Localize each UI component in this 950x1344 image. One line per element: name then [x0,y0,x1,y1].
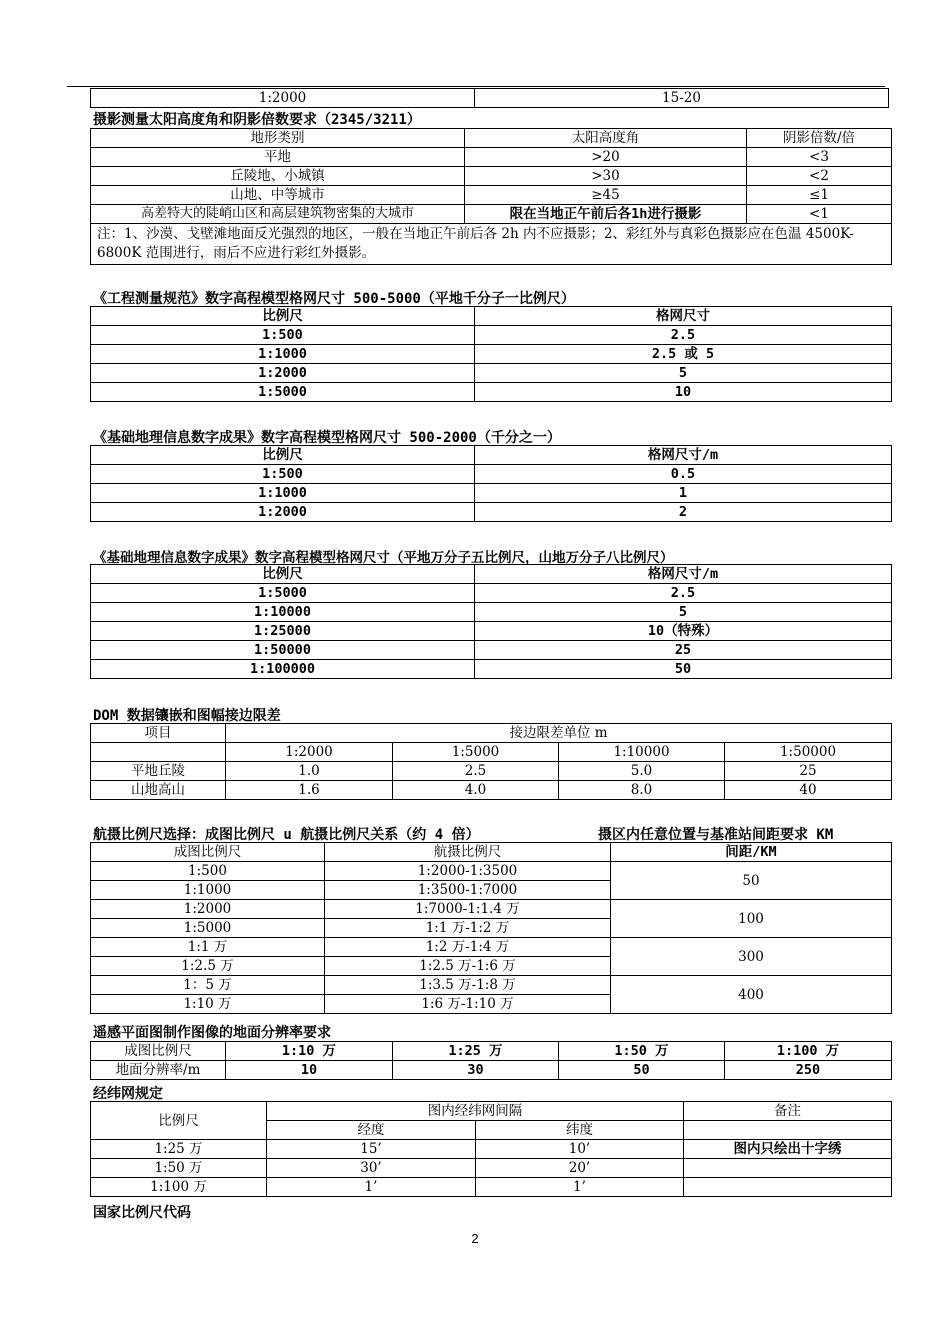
table-cell: 30 [393,1061,559,1080]
table-cell: 1:50 万 [91,1159,267,1178]
table-cell: <3 [747,148,892,167]
table-cell: 10 [226,1061,393,1080]
dem2-title: 《基础地理信息数字成果》数字高程模型格网尺寸 500-2000（千分之一） [93,430,561,446]
grid-title: 经纬网规定 [93,1086,163,1102]
table-cell: 1:500 [91,465,475,484]
code-title: 国家比例尺代码 [93,1205,191,1221]
dem1-title: 《工程测量规范》数字高程模型格网尺寸 500-5000（平地千分子一比例尺） [93,291,575,307]
table-cell: 1:5000 [91,919,325,938]
table-cell: 20’ [476,1159,684,1178]
table-row [91,1061,892,1080]
aerial-title: 航摄比例尺选择：成图比例尺 u 航摄比例尺关系（约 4 倍） [93,827,480,843]
table-cell: 10 [475,383,892,402]
table-cell: 1:7000-1:1.4 万 [325,900,611,919]
header-cell: 比例尺 [91,565,475,584]
header-cell: 间距/KM [611,843,892,862]
table-row [91,660,892,679]
table-cell: 1:2000 [91,89,475,108]
table-cell: 1:2000 [91,503,475,522]
table-cell: 1:3.5 万-1:8 万 [325,976,611,995]
table-header-row [91,843,892,862]
table-cell: 25 [475,641,892,660]
table-cell: 限在当地正午前后各1h进行摄影 [465,205,747,224]
header-cell: 1:50000 [725,743,892,762]
table-row [91,781,892,800]
top-table [90,88,889,108]
table-cell: 地面分辨率/m [91,1061,226,1080]
table-cell: 1:25 万 [91,1140,267,1159]
header-cell: 格网尺寸 [475,307,892,326]
table-cell: 1:1000 [91,881,325,900]
sun-table [90,128,892,265]
table-cell: 2 [475,503,892,522]
table-note-row [91,224,892,265]
header-cell: 成图比例尺 [91,843,325,862]
table-cell: 50 [559,1061,725,1080]
table-cell [684,1159,892,1178]
header-cell: 接边限差单位 m [226,724,892,743]
table-note: 注：1、沙漠、戈壁滩地面反光强烈的地区，一般在当地正午前后各 2h 内不应摄影；2、彩红外与真彩色摄影应在色温 4500K-6800K 范围进行，雨后不应进行彩红外摄影。 [91,224,892,265]
table-row [91,167,892,186]
table-cell: 5 [475,364,892,383]
header-cell: 成图比例尺 [91,1042,226,1061]
header-cell: 1:5000 [393,743,559,762]
table-row [91,641,892,660]
table-row [91,383,892,402]
table-row [91,1159,892,1178]
table-cell: 10（特殊） [475,622,892,641]
table-cell: 1’ [267,1178,476,1197]
table-cell: >30 [465,167,747,186]
dom-title: DOM 数据镶嵌和图幅接边限差 [93,708,281,724]
table-cell: 平地丘陵 [91,762,226,781]
table-row [91,862,892,881]
table-cell: 40 [725,781,892,800]
table-row [91,326,892,345]
table-cell: 1:50000 [91,641,475,660]
dem1-table [90,306,892,402]
table-cell: 30’ [267,1159,476,1178]
table-row [91,762,892,781]
table-cell: 1:2000-1:3500 [325,862,611,881]
table-row [91,345,892,364]
header-cell: 比例尺 [91,307,475,326]
table-row [91,1140,892,1159]
table-cell: 0.5 [475,465,892,484]
table-cell: 高差特大的陡峭山区和高层建筑物密集的大城市 [91,205,465,224]
header-cell: 项目 [91,724,226,743]
header-cell: 格网尺寸/m [475,565,892,584]
header-cell: 1:100 万 [725,1042,892,1061]
table-cell: 50 [475,660,892,679]
table-header-row [91,1102,892,1121]
table-cell: 400 [611,976,892,1014]
table-row [91,603,892,622]
table-cell: ≤1 [747,186,892,205]
table-cell: 4.0 [393,781,559,800]
table-cell: 2.5 [475,584,892,603]
table-row [91,584,892,603]
table-row [91,1178,892,1197]
table-cell: 8.0 [559,781,725,800]
empty-cell [91,743,226,762]
table-cell [684,1178,892,1197]
table-row [91,900,892,919]
table-cell: 1.6 [226,781,393,800]
dem3-title: 《基础地理信息数字成果》数字高程模型格网尺寸（平地万分子五比例尺，山地万分子八比例尺） [93,550,674,566]
dem3-table [90,564,892,679]
table-row [91,1042,892,1061]
header-cell: 图内经纬网间隔 [267,1102,684,1121]
table-cell: 1:2.5 万 [91,957,325,976]
header-cell: 1:10000 [559,743,725,762]
table-header-row [91,307,892,326]
table-cell: >20 [465,148,747,167]
table-cell: 1 [475,484,892,503]
header-cell: 格网尺寸/m [475,446,892,465]
table-cell: 2.5 [475,326,892,345]
header-cell: 比例尺 [91,446,475,465]
header-cell: 备注 [684,1102,892,1121]
table-cell: 2.5 [393,762,559,781]
header-cell: 经度 [267,1121,476,1140]
header-cell: 1:2000 [226,743,393,762]
table-cell: 1:2000 [91,900,325,919]
table-row [91,186,892,205]
table-header-row [91,724,892,743]
table-cell: <2 [747,167,892,186]
table-cell: 丘陵地、小城镇 [91,167,465,186]
table-cell: 1：5 万 [91,976,325,995]
table-cell: 图内只绘出十字绣 [684,1140,892,1159]
table-cell: 1:2.5 万-1:6 万 [325,957,611,976]
table-row [91,205,892,224]
header-cell: 地形类别 [91,129,465,148]
table-cell: 1:10 万 [91,995,325,1014]
table-cell: 山地高山 [91,781,226,800]
table-cell: 1:500 [91,862,325,881]
sun-table-title: 摄影测量太阳高度角和阴影倍数要求（2345/3211） [93,112,421,128]
table-row [91,484,892,503]
table-cell: 1:500 [91,326,475,345]
table-cell: 1:2000 [91,364,475,383]
table-header-row [91,446,892,465]
table-cell: 1:1 万 [91,938,325,957]
table-cell: 10’ [476,1140,684,1159]
header-cell: 航摄比例尺 [325,843,611,862]
table-cell: 1:1000 [91,484,475,503]
table-cell: 1:25000 [91,622,475,641]
table-cell: 1:1 万-1:2 万 [325,919,611,938]
table-cell: 100 [611,900,892,938]
table-cell: 1:5000 [91,584,475,603]
baseline-distance-title: 摄区内任意位置与基准站间距要求 KM [598,827,834,843]
table-cell: 1:1000 [91,345,475,364]
header-cell: 1:25 万 [393,1042,559,1061]
table-row [91,622,892,641]
table-header-row [91,743,892,762]
table-cell: 1.0 [226,762,393,781]
rs-title: 遥感平面图制作图像的地面分辨率要求 [93,1025,331,1041]
table-cell: 25 [725,762,892,781]
table-cell: 300 [611,938,892,976]
rs-table [90,1041,892,1080]
grid-table [90,1101,892,1197]
header-rule [67,86,885,87]
page-number: 2 [471,1231,479,1246]
header-cell: 比例尺 [91,1102,267,1140]
table-header-row [91,565,892,584]
table-cell: <1 [747,205,892,224]
table-row [91,938,892,957]
table-cell: 1:2 万-1:4 万 [325,938,611,957]
header-cell: 太阳高度角 [465,129,747,148]
table-cell: 15-20 [475,89,889,108]
table-cell: 250 [725,1061,892,1080]
aerial-table [90,842,892,1014]
table-row [91,465,892,484]
table-cell: 1:3500-1:7000 [325,881,611,900]
header-cell: 阴影倍数/倍 [747,129,892,148]
table-row [91,89,889,108]
header-cell: 纬度 [476,1121,684,1140]
table-cell: 1:100000 [91,660,475,679]
table-cell: 5 [475,603,892,622]
header-cell: 1:10 万 [226,1042,393,1061]
table-row [91,364,892,383]
table-cell: 平地 [91,148,465,167]
table-cell: 15’ [267,1140,476,1159]
table-cell: 1:5000 [91,383,475,402]
table-row [91,503,892,522]
empty-cell [684,1121,892,1140]
table-cell: 2.5 或 5 [475,345,892,364]
dom-table [90,723,892,800]
dem2-table [90,445,892,522]
header-cell: 1:50 万 [559,1042,725,1061]
table-header-row [91,129,892,148]
table-cell: 山地、中等城市 [91,186,465,205]
table-cell: 1’ [476,1178,684,1197]
table-cell: 1:10000 [91,603,475,622]
table-cell: 1:100 万 [91,1178,267,1197]
table-row [91,148,892,167]
table-cell: 5.0 [559,762,725,781]
table-cell: ≥45 [465,186,747,205]
table-cell: 1:6 万-1:10 万 [325,995,611,1014]
table-cell: 50 [611,862,892,900]
table-row [91,976,892,995]
